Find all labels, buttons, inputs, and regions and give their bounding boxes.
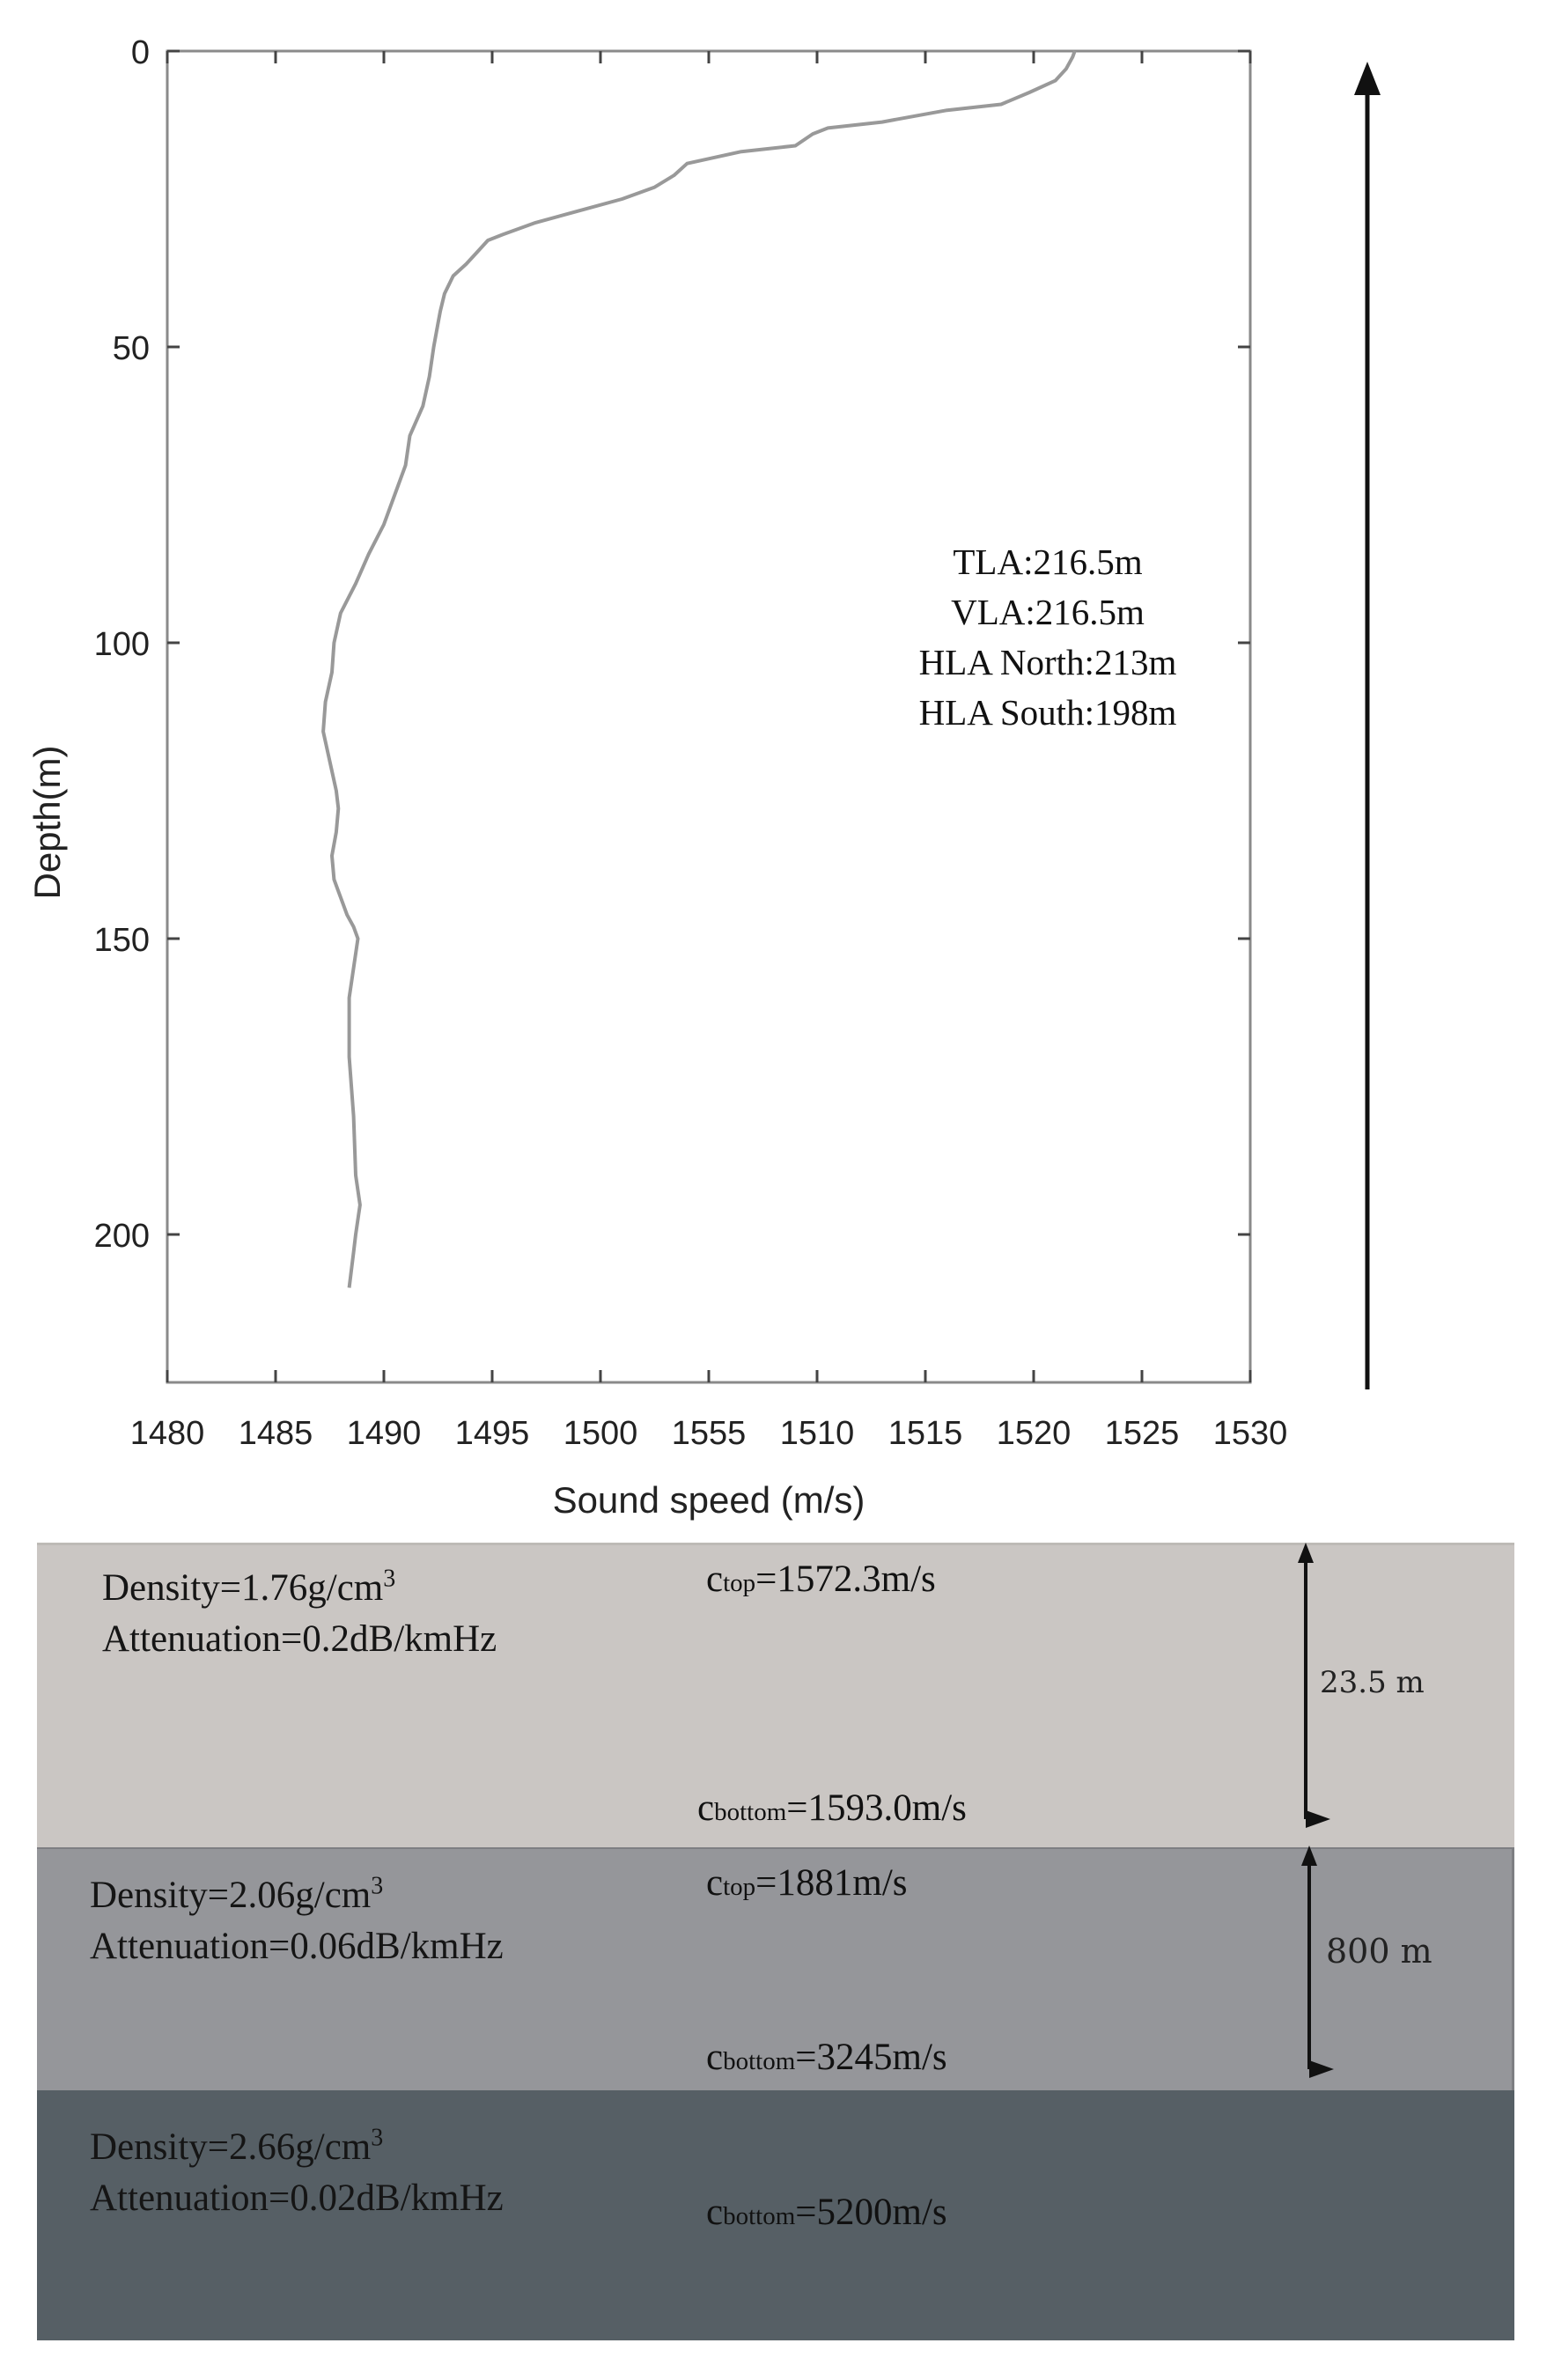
water-depth-arrow-head bbox=[1354, 62, 1381, 95]
layer-3-attenuation: Attenuation=0.02dB/kmHz bbox=[90, 2177, 504, 2219]
layer-1-thickness-label: 23.5 m bbox=[1320, 1665, 1425, 1700]
x-axis-label: Sound speed (m/s) bbox=[552, 1479, 865, 1521]
array-depth-annotation: VLA:216.5m bbox=[951, 592, 1145, 632]
x-tick-label: 1500 bbox=[563, 1415, 638, 1452]
y-tick-label: 200 bbox=[93, 1218, 150, 1255]
layer-1-attenuation: Attenuation=0.2dB/kmHz bbox=[102, 1618, 497, 1660]
x-tick-label: 1525 bbox=[1104, 1415, 1180, 1452]
y-tick-label: 50 bbox=[112, 330, 150, 367]
sediment-layer-2 bbox=[37, 1847, 1514, 2090]
basement-layer-3 bbox=[37, 2090, 1514, 2340]
y-tick-label: 0 bbox=[130, 34, 150, 71]
x-tick-label: 1515 bbox=[887, 1415, 963, 1452]
array-depth-annotation: HLA North:213m bbox=[918, 642, 1177, 682]
x-tick-label: 1555 bbox=[671, 1415, 747, 1452]
x-tick-label: 1480 bbox=[129, 1415, 205, 1452]
layer-1-density: $Density=1.76g/cm^3$ bbox=[102, 1565, 396, 1609]
y-axis-label: Depth(m) bbox=[26, 745, 68, 900]
array-depth-annotation: TLA:216.5m bbox=[953, 542, 1143, 582]
layer-3-density: $Density=2.66g/cm^3$ bbox=[90, 2124, 384, 2168]
layer-3-c-bottom: cbottom=5200m/s bbox=[706, 2192, 947, 2233]
y-tick-label: 100 bbox=[93, 626, 150, 663]
layer-2-attenuation: Attenuation=0.06dB/kmHz bbox=[90, 1926, 504, 1967]
y-tick-label: 150 bbox=[93, 922, 150, 959]
array-depth-annotation: HLA South:198m bbox=[918, 692, 1177, 733]
layer-2-thickness-label: 800 m bbox=[1326, 1932, 1432, 1971]
x-tick-label: 1520 bbox=[996, 1415, 1072, 1452]
layer-2-c-bottom: cbottom=3245m/s bbox=[706, 2037, 947, 2078]
sediment-layer-1 bbox=[37, 1543, 1514, 1850]
layer-1-c-bottom: cbottom=1593.0m/s bbox=[697, 1787, 967, 1829]
x-tick-label: 1495 bbox=[454, 1415, 530, 1452]
x-tick-label: 1485 bbox=[238, 1415, 313, 1452]
layer-2-density: $Density=2.06g/cm^3$ bbox=[90, 1872, 384, 1916]
x-tick-label: 1490 bbox=[346, 1415, 422, 1452]
layer-1-c-top: ctop=1572.3m/s bbox=[706, 1558, 936, 1600]
x-tick-label: 1510 bbox=[779, 1415, 855, 1452]
x-tick-label: 1530 bbox=[1212, 1415, 1288, 1452]
layer-2-c-top: ctop=1881m/s bbox=[706, 1862, 908, 1904]
